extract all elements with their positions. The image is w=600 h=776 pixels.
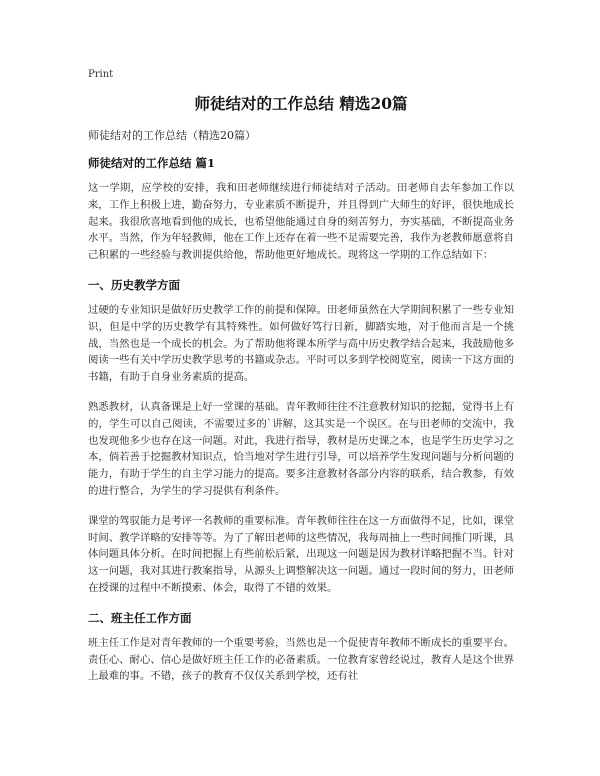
heading-class-teacher: 二、班主任工作方面 <box>88 610 192 625</box>
history-paragraph-3: 课堂的驾驭能力是考评一名教师的重要标准。青年教师往往在这一方面做得不足，比如，课堂时间、教学详略的安排等等。为了了解田老师的这些情况，我每周抽上一些时间推门听课，具体问题具体分析。在时间把握上有些前松后紧，出现这一问题是因为教材详略把握不当。针对这一问题，我对其进行教案指导，从源头上调整解决这一问题。通过一段时间的努力，田老师在授课的过程中不断摸索、体会，取得了不错的效果。 <box>88 514 515 594</box>
page-subtitle: 师徒结对的工作总结（精选20篇） <box>88 129 256 142</box>
document-page <box>88 68 514 698</box>
intro-paragraph: 这一学期，应学校的安排，我和田老师继续进行师徒结对子活动。田老师自去年参加工作以来，工作上积极上进，勤奋努力，专业素质不断提升，并且得到广大师生的好评，很快地成长起来。我很欣喜地看到他的成长，也希望他能通过自身的刻苦努力，夯实基础，不断提高业务水平。当然，作为年轻教师，他在工作上还存在着一些不足需要完善，我作为老教师愿意将自己积累的一些经验与教训提供给他，帮助他更好地成长。现将这一学期的工作总结如下： <box>88 182 515 262</box>
print-label[interactable]: Print <box>88 69 114 80</box>
class-teacher-paragraph-1: 班主任工作是对青年教师的一个重要考验，当然也是一个促使青年教师不断成长的重要平台。责任心、耐心、信心是做好班主任工作的必备素质。一位教育家曾经说过，教育人是这个世界上最难的事。不错，孩子的教育不仅仅关系到学校，还有社 <box>88 636 515 683</box>
history-paragraph-2: 熟悉教材，认真备课是上好一堂课的基础。青年教师往往不注意教材知识的挖掘，觉得书上有的，学生可以自己阅读，不需要过多的`讲解，这其实是一个误区。在与田老师的交流中，我也发现他多少也存在这一问题。对此，我进行指导，教材是历史课之本，也是学生历史学习之本，倘若善于挖掘教材知识点，恰当地对学生进行引导，可以培养学生发现问题与分析问题的能力，有助于学生的自主学习能力的提高。要多注意教材各部分内容的联系，结合教参，有效的进行整合，为学生的学习提供有利条件。 <box>88 400 515 497</box>
history-paragraph-1: 过硬的专业知识是做好历史教学工作的前提和保障。田老师虽然在大学期间积累了一些专业知识，但是中学的历史教学有其特殊性。如何做好笃行日新，脚踏实地，对于他而言是一个挑战，当然也是一个成长的机会。为了帮助他将课本所学与高中历史教学结合起来，我鼓励他多阅读一些有关中学历史教学思考的书籍或杂志。平时可以多到学校阅览室，阅读一下这方面的书籍，有助于自身业务素质的提高。 <box>88 303 515 384</box>
section-title: 师徒结对的工作总结 篇1 <box>88 156 216 170</box>
heading-history-teaching: 一、历史教学方面 <box>88 277 180 292</box>
page-title: 师徒结对的工作总结 精选20篇 <box>194 94 408 113</box>
